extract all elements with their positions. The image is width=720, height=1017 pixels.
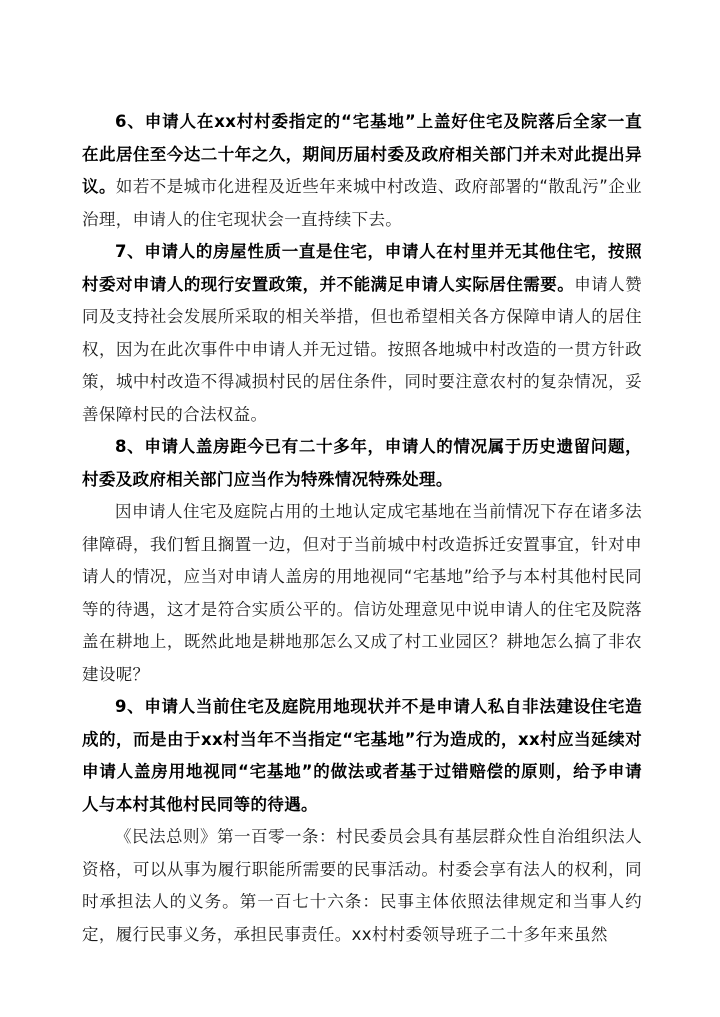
paragraph-heading: 6、申请人在xx村村委指定的“宅基地”上盖好住宅及院落后全家一直在此居住至今达二十年之久，期间历届村委及政府相关部门并未对此提出异议。 <box>82 112 642 196</box>
paragraph-item-9 <box>82 691 642 821</box>
paragraph-item-8 <box>82 431 642 496</box>
paragraph-text: 《民法总则》第一百零一条：村民委员会具有基层群众性自治组织法人资格，可以从事为履行职能所需要的民事活动。村委会享有法人的权利，同时承担法人的义务。第一百七十六条：民事主体依照法律规定和当事人约定，履行民事义务，承担民事责任。xx村村委领导班子二十多年来虽然 <box>82 827 642 944</box>
paragraph-text: 因申请人住宅及庭院占用的土地认定成宅基地在当前情况下存在诸多法律障碍，我们暂且搁置一边，但对于当前城中村改造拆迁安置事宜，针对申请人的情况，应当对申请人盖房的用地视同“宅基地”给予与本村其他村民同等的待遇，这才是符合实质公平的。信访处理意见中说申请人的住宅及院落盖在耕地上，既然此地是耕地那怎么又成了村工业园区？耕地怎么搞了非农建设呢？ <box>82 502 642 684</box>
paragraph-heading: 7、申请人的房屋性质一直是住宅，申请人在村里并无其他住宅，按照村委对申请人的现行安置政策，并不能满足申请人实际居住需要。 <box>82 242 642 294</box>
paragraph-item-7 <box>82 236 642 431</box>
paragraph-heading: 8、申请人盖房距今已有二十多年，申请人的情况属于历史遗留问题，村委及政府相关部门应当作为特殊情况特殊处理。 <box>82 437 642 489</box>
document-body <box>82 106 642 951</box>
paragraph-text: 申请人赞同及支持社会发展所采取的相关举措，但也希望相关各方保障申请人的居住权，因为在此次事件中申请人并无过错。按照各地城中村改造的一贯方针政策，城中村改造不得减损村民的居住条件，同时要注意农村的复杂情况，妥善保障村民的合法权益。 <box>82 274 642 424</box>
paragraph-text: 如若不是城市化进程及近些年来城中村改造、政府部署的“散乱污”企业治理，申请人的住宅现状会一直持续下去。 <box>82 177 643 229</box>
paragraph-item-6 <box>82 106 642 236</box>
paragraph-heading: 9、申请人当前住宅及庭院用地现状并不是申请人私自非法建设住宅造成的，而是由于xx村当年不当指定“宅基地”行为造成的，xx村应当延续对申请人盖房用地视同“宅基地”的做法或者基于过错赔偿的原则，给予申请人与本村其他村民同等的待遇。 <box>82 697 642 814</box>
paragraph-item-8-detail <box>82 496 642 691</box>
paragraph-civil-code <box>82 821 642 951</box>
